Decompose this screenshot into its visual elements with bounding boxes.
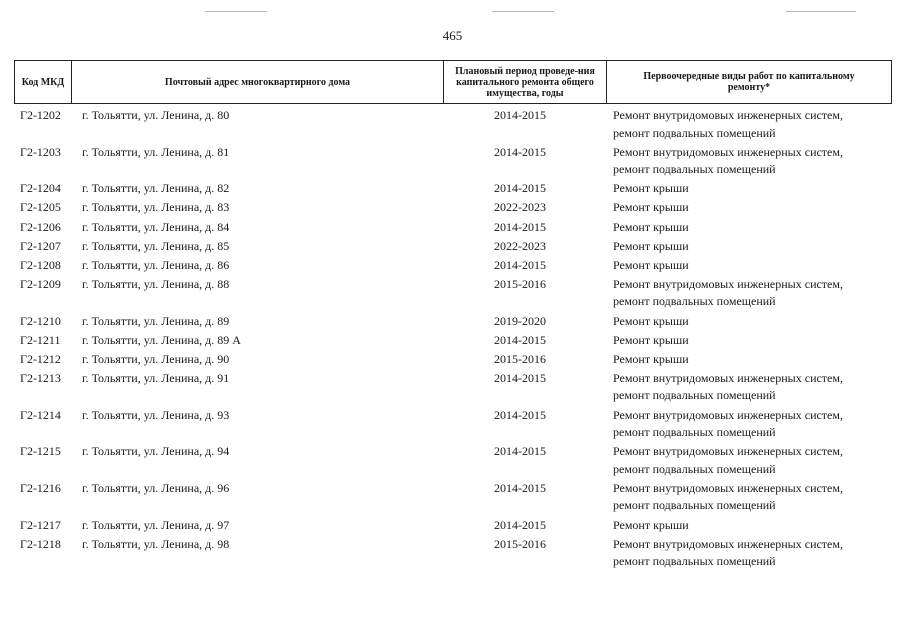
table-row	[14, 238, 892, 256]
table-row	[14, 351, 892, 369]
header-period: Плановый период проведе-ния капитального ремонта общего имущества, годы	[444, 61, 607, 103]
row-works-line: Ремонт крыши	[613, 219, 689, 234]
row-works	[609, 238, 892, 256]
row-address: г. Тольятти, ул. Ленина, д. 90	[82, 351, 230, 366]
table-row	[14, 313, 892, 331]
header-works: Первоочередные виды работ по капитальному ремонту*	[643, 71, 855, 93]
page-number: 465	[442, 28, 463, 43]
row-period: 2014-2015	[494, 257, 546, 272]
table-header	[14, 60, 892, 104]
row-works-line: ремонт подвальных помещений	[613, 425, 776, 440]
row-works-line: Ремонт внутридомовых инженерных систем,	[613, 480, 843, 495]
row-address: г. Тольятти, ул. Ленина, д. 80	[82, 108, 230, 122]
row-address: г. Тольятти, ул. Ленина, д. 82	[82, 181, 230, 196]
row-works	[609, 144, 892, 179]
table-body	[14, 107, 892, 572]
table-row	[14, 443, 892, 478]
row-works	[609, 443, 892, 478]
row-address: г. Тольятти, ул. Ленина, д. 91	[82, 370, 230, 385]
table-row	[14, 517, 892, 535]
table-row	[14, 219, 892, 237]
scan-artifact	[786, 11, 856, 12]
row-address: г. Тольятти, ул. Ленина, д. 93	[82, 407, 230, 422]
row-period: 2015-2016	[494, 276, 546, 291]
table-row	[14, 180, 892, 198]
row-works-line: ремонт подвальных помещений	[613, 125, 776, 140]
row-address: г. Тольятти, ул. Ленина, д. 98	[82, 536, 230, 551]
row-address: г. Тольятти, ул. Ленина, д. 89 А	[82, 332, 241, 347]
row-works	[609, 199, 892, 217]
row-works-line: ремонт подвальных помещений	[613, 388, 776, 403]
row-works-line: Ремонт крыши	[613, 257, 689, 272]
row-works-line: ремонт подвальных помещений	[613, 498, 776, 513]
row-works-line: Ремонт крыши	[613, 200, 689, 215]
row-works-line: Ремонт внутридомовых инженерных систем,	[613, 370, 843, 385]
row-period: 2014-2015	[494, 480, 546, 495]
row-works	[609, 180, 892, 198]
row-works	[609, 332, 892, 350]
row-address: г. Тольятти, ул. Ленина, д. 94	[82, 444, 230, 459]
row-period: 2015-2016	[494, 536, 546, 551]
row-works-line: Ремонт крыши	[613, 351, 689, 366]
row-period: 2022-2023	[494, 200, 546, 215]
row-code: Г2-1204	[20, 181, 61, 196]
row-works-line: Ремонт внутридомовых инженерных систем,	[613, 108, 843, 122]
row-period: 2014-2015	[494, 407, 546, 422]
table-row	[14, 199, 892, 217]
row-works-line: Ремонт внутридомовых инженерных систем,	[613, 407, 843, 422]
row-works	[609, 107, 892, 142]
row-code: Г2-1209	[20, 276, 61, 291]
row-address: г. Тольятти, ул. Ленина, д. 85	[82, 238, 230, 253]
row-works-line: Ремонт крыши	[613, 238, 689, 253]
row-code: Г2-1202	[20, 108, 61, 122]
row-works-line: Ремонт внутридомовых инженерных систем,	[613, 276, 843, 291]
row-address: г. Тольятти, ул. Ленина, д. 97	[82, 517, 230, 532]
row-code: Г2-1210	[20, 313, 61, 328]
scan-artifact	[205, 11, 267, 12]
row-code: Г2-1217	[20, 517, 61, 532]
table-row	[14, 407, 892, 442]
row-period: 2014-2015	[494, 108, 546, 122]
row-address: г. Тольятти, ул. Ленина, д. 96	[82, 480, 230, 495]
row-code: Г2-1214	[20, 407, 61, 422]
row-period: 2019-2020	[494, 313, 546, 328]
row-code: Г2-1216	[20, 480, 61, 495]
row-works	[609, 219, 892, 237]
row-code: Г2-1208	[20, 257, 61, 272]
row-works-line: Ремонт крыши	[613, 332, 689, 347]
row-code: Г2-1207	[20, 238, 61, 253]
row-works	[609, 407, 892, 442]
header-code: Код МКД	[15, 61, 72, 103]
row-works	[609, 351, 892, 369]
row-works	[609, 313, 892, 331]
row-works	[609, 276, 892, 311]
row-works	[609, 536, 892, 571]
row-works-line: Ремонт внутридомовых инженерных систем,	[613, 444, 843, 459]
row-works	[609, 517, 892, 535]
row-works-line: Ремонт крыши	[613, 181, 689, 196]
row-period: 2022-2023	[494, 238, 546, 253]
row-code: Г2-1203	[20, 144, 61, 159]
table-row	[14, 276, 892, 311]
row-code: Г2-1206	[20, 219, 61, 234]
row-address: г. Тольятти, ул. Ленина, д. 88	[82, 276, 230, 291]
table-row	[14, 257, 892, 275]
table-row	[14, 370, 892, 405]
row-code: Г2-1218	[20, 536, 61, 551]
row-works-line: ремонт подвальных помещений	[613, 461, 776, 476]
row-code: Г2-1215	[20, 444, 61, 459]
row-period: 2014-2015	[494, 517, 546, 532]
table-row	[14, 480, 892, 515]
row-period: 2015-2016	[494, 351, 546, 366]
row-works-line: Ремонт внутридомовых инженерных систем,	[613, 144, 843, 159]
row-address: г. Тольятти, ул. Ленина, д. 84	[82, 219, 230, 234]
row-works	[609, 370, 892, 405]
table-row	[14, 107, 892, 142]
row-code: Г2-1205	[20, 200, 61, 215]
row-code: Г2-1211	[20, 332, 61, 347]
row-works-line: ремонт подвальных помещений	[613, 554, 776, 569]
table-row	[14, 332, 892, 350]
row-address: г. Тольятти, ул. Ленина, д. 89	[82, 313, 230, 328]
row-period: 2014-2015	[494, 219, 546, 234]
row-address: г. Тольятти, ул. Ленина, д. 83	[82, 200, 230, 215]
row-works-line: Ремонт крыши	[613, 517, 689, 532]
row-period: 2014-2015	[494, 144, 546, 159]
row-works-line: ремонт подвальных помещений	[613, 162, 776, 177]
row-code: Г2-1212	[20, 351, 61, 366]
row-works	[609, 257, 892, 275]
row-address: г. Тольятти, ул. Ленина, д. 81	[82, 144, 230, 159]
row-period: 2014-2015	[494, 332, 546, 347]
row-period: 2014-2015	[494, 370, 546, 385]
row-works	[609, 480, 892, 515]
header-address: Почтовый адрес многоквартирного дома	[72, 61, 444, 103]
row-address: г. Тольятти, ул. Ленина, д. 86	[82, 257, 230, 272]
row-period: 2014-2015	[494, 181, 546, 196]
row-works-line: Ремонт крыши	[613, 313, 689, 328]
row-works-line: Ремонт внутридомовых инженерных систем,	[613, 536, 843, 551]
row-works-line: ремонт подвальных помещений	[613, 294, 776, 309]
row-period: 2014-2015	[494, 444, 546, 459]
table-row	[14, 144, 892, 179]
table-row	[14, 536, 892, 571]
row-code: Г2-1213	[20, 370, 61, 385]
scan-artifact	[492, 11, 554, 12]
